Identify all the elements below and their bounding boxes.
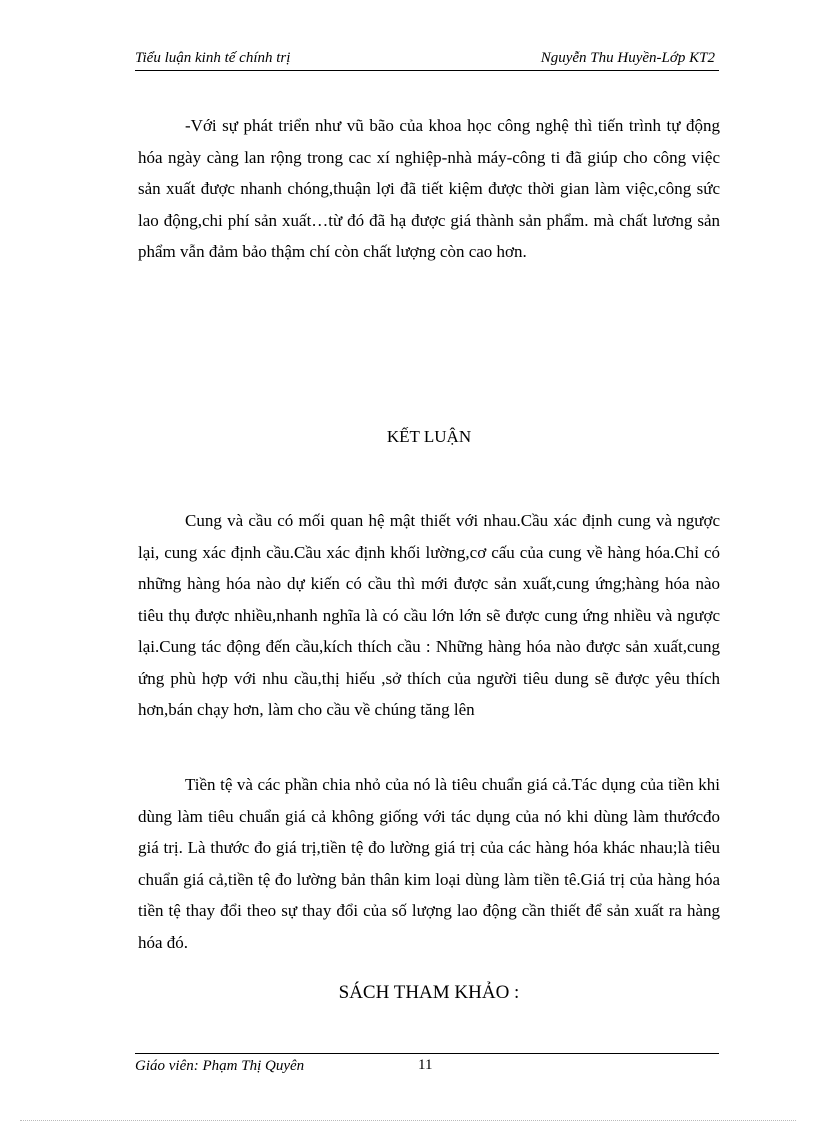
page-footer [135, 1053, 719, 1078]
header-document-title: Tiểu luận kinh tế chính trị [135, 50, 291, 66]
references-heading: SÁCH THAM KHẢO : [338, 982, 520, 1003]
conclusion-paragraph-2: Tiền tệ và các phần chia nhỏ của nó là tiêu chuẩn giá cả.Tác dụng của tiền khi dùng làm tiêu chuẩn giá cả không giống với tác dụng của nó khi dùng làm thướcđo giá trị. Là thước đo giá trị,tiền tệ đo lường giá trị của các hàng hóa khác nhau;là tiêu chuẩn giá cả,tiền tệ đo lường bản thân kim loại dùng làm tiền tê.Giá trị của hàng hóa tiền tệ thay đổi theo sự thay đổi của số lượng lao động cần thiết để sản xuất ra hàng hóa đó. [138, 775, 720, 952]
page-header [135, 48, 719, 71]
footer-teacher: Giáo viên: Phạm Thị Quyên [135, 1058, 305, 1074]
intro-paragraph: -Với sự phát triển như vũ bão của khoa học công nghệ thì tiến trình tự động hóa ngày càng lan rộng trong cac xí nghiệp-nhà máy-công ti đã giúp cho công việc sản xuất được nhanh chóng,thuận lợi đã tiết kiệm được thời gian làm việc,công sức lao động,chi phí sản xuất…từ đó đã hạ được giá thành sản phẩm. mà chất lương sản phẩm vẫn đảm bảo thậm chí còn chất lượng còn cao hơn. [138, 116, 720, 261]
page-bottom-divider [20, 1120, 796, 1122]
page-number: 11 [418, 1057, 433, 1073]
header-author: Nguyễn Thu Huyền-Lớp KT2 [540, 50, 715, 66]
conclusion-heading: KẾT LUẬN [386, 427, 472, 446]
conclusion-paragraph-1: Cung và cầu có mối quan hệ mật thiết với nhau.Cầu xác định cung và ngược lại, cung xác định cầu.Cầu xác định khối lường,cơ cấu của cung về hàng hóa.Chỉ có những hàng hóa nào dự kiến có cầu thì mới được sản xuất,cung ứng;hàng hóa nào tiêu thụ được nhiều,nhanh nghĩa là có cầu lớn lớn sẽ được cung ứng nhiều và ngược lại.Cung tác động đến cầu,kích thích cầu : Những hàng hóa nào được sản xuất,cung ứng phù hợp với nhu cầu,thị hiếu ,sở thích của người tiêu dung sẽ được yêu thích hơn,bán chạy hơn, làm cho cầu về chúng tăng lên [138, 511, 720, 719]
